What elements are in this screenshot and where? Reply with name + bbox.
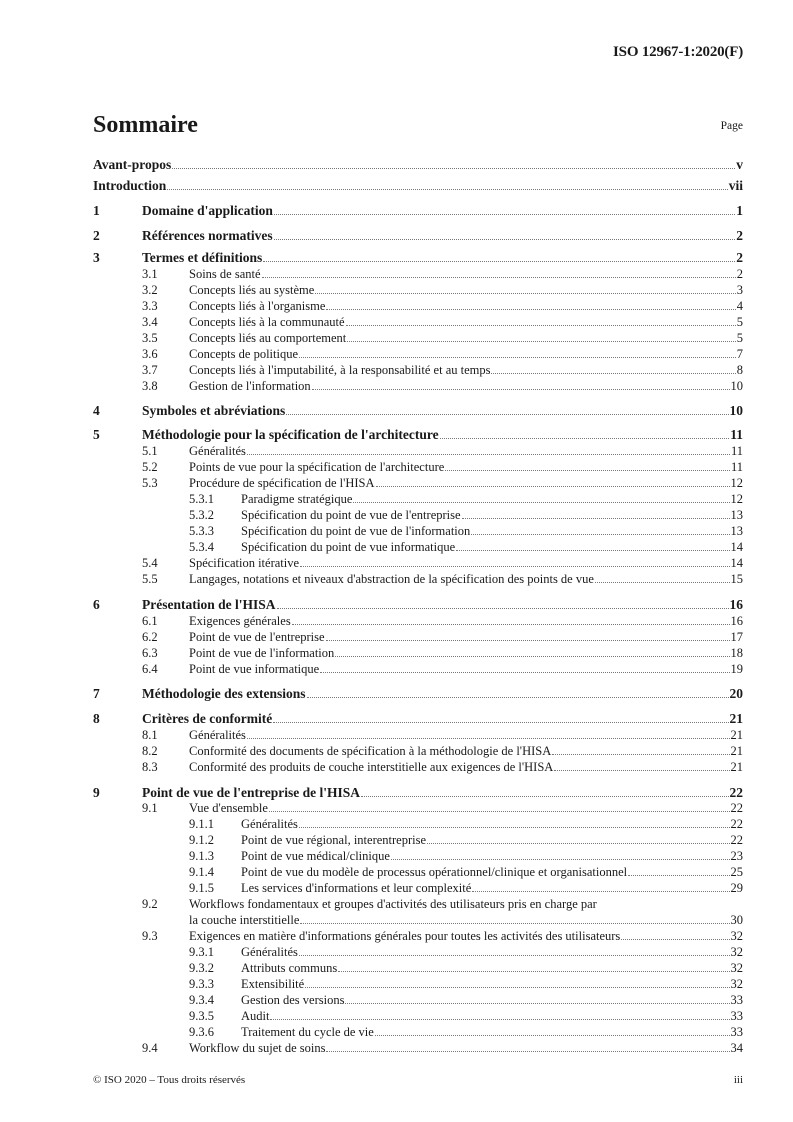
toc-entry-title[interactable]: Introduction (93, 178, 167, 193)
toc-entry[interactable] (93, 476, 743, 491)
toc-entry-number: 6.4 (142, 662, 158, 676)
toc-entry-number: 5.2 (142, 460, 158, 474)
toc-entry-page[interactable]: v (736, 157, 743, 172)
toc-entry[interactable] (93, 379, 743, 394)
toc-entry-title[interactable]: Références normatives (142, 228, 273, 243)
toc-entry-page[interactable]: 22 (730, 833, 743, 847)
page-title: Sommaire (93, 112, 198, 138)
toc-entry-number: 4 (93, 403, 100, 418)
toc-leader-dots (315, 293, 735, 294)
toc-entry-title[interactable]: Spécification itérative (189, 556, 300, 570)
toc-entry-title[interactable]: Généralités (189, 728, 246, 742)
toc-entry-title[interactable]: Langages, notations et niveaux d'abstraction de la spécification des points de vue (189, 572, 594, 586)
toc-entry-page[interactable]: 33 (730, 1025, 743, 1039)
toc-entry-page[interactable]: 12 (730, 492, 743, 506)
toc-entry-title[interactable]: Spécification du point de vue de l'information (241, 524, 471, 538)
toc-entry-number: 5.3.3 (189, 524, 214, 538)
toc-entry-number: 9.1.3 (189, 849, 214, 863)
toc-entry-title[interactable]: Méthodologie des extensions (142, 686, 306, 701)
toc-entry-number: 9 (93, 785, 100, 800)
toc-entry-title[interactable]: Paradigme stratégique (241, 492, 353, 506)
toc-leader-dots (167, 189, 727, 190)
toc-entry-page[interactable]: 32 (730, 977, 743, 991)
toc-leader-dots (346, 325, 736, 326)
toc-entry-page[interactable]: 22 (729, 785, 743, 800)
toc-leader-dots (274, 214, 735, 215)
toc-entry-number: 6.3 (142, 646, 158, 660)
toc-leader-dots (247, 454, 730, 455)
toc-entry-number: 9.1.2 (189, 833, 214, 847)
toc-leader-dots (326, 640, 730, 641)
toc-entry-page[interactable]: 21 (730, 728, 743, 742)
toc-entry-number: 2 (93, 228, 100, 243)
toc-entry-number: 6 (93, 597, 100, 612)
toc-entry-page[interactable]: 10 (729, 403, 743, 418)
toc-entry-title[interactable]: Généralités (241, 817, 298, 831)
toc-leader-dots (427, 843, 729, 844)
page-column-label: Page (720, 120, 743, 132)
toc-entry-number: 3.4 (142, 315, 158, 329)
toc-entry-title[interactable]: Gestion de l'information (189, 379, 311, 393)
toc-entry[interactable] (93, 760, 743, 775)
footer-copyright: © ISO 2020 – Tous droits réservés (93, 1074, 246, 1086)
toc-leader-dots (270, 1019, 729, 1020)
toc-entry-page[interactable]: 16 (730, 614, 743, 628)
toc-leader-dots (471, 534, 729, 535)
toc-entry-page[interactable]: 5 (736, 331, 743, 345)
toc-entry[interactable] (93, 315, 743, 330)
toc-entry[interactable] (93, 524, 743, 539)
toc-entry[interactable] (93, 881, 743, 896)
toc-entry[interactable] (93, 203, 743, 219)
toc-entry-title[interactable]: Exigences générales (189, 614, 291, 628)
toc-leader-dots (361, 796, 729, 797)
toc-entry-page[interactable]: 21 (730, 744, 743, 758)
toc-entry-page[interactable]: 34 (730, 1041, 743, 1055)
toc-entry[interactable] (93, 572, 743, 587)
toc-entry[interactable] (93, 1009, 743, 1024)
toc-entry-title[interactable]: Domaine d'application (142, 203, 273, 218)
toc-leader-dots (300, 923, 729, 924)
toc-entry-title[interactable]: Procédure de spécification de l'HISA (189, 476, 375, 490)
toc-leader-dots (445, 470, 730, 471)
toc-entry[interactable] (93, 630, 743, 645)
toc-entry[interactable] (93, 961, 743, 976)
toc-leader-dots (263, 261, 735, 262)
toc-entry[interactable] (93, 833, 743, 848)
toc-entry-number: 9.3.1 (189, 945, 214, 959)
toc-entry-number: 8.1 (142, 728, 158, 742)
toc-entry-page[interactable]: 10 (730, 379, 743, 393)
toc-entry-page[interactable]: 32 (730, 961, 743, 975)
toc-entry-page[interactable]: 2 (736, 228, 743, 243)
toc-entry-page[interactable]: 17 (730, 630, 743, 644)
toc-entry-title[interactable]: Concepts liés à la communauté (189, 315, 345, 329)
toc-entry[interactable] (93, 817, 743, 832)
toc-entry[interactable] (93, 929, 743, 944)
toc-leader-dots (292, 624, 730, 625)
toc-leader-dots (440, 438, 730, 439)
toc-entry-title[interactable]: Point de vue de l'entreprise de l'HISA (142, 785, 360, 800)
toc-entry-page[interactable]: 23 (730, 849, 743, 863)
toc-entry[interactable] (93, 492, 743, 507)
toc-entry-number: 9.3 (142, 929, 158, 943)
toc-entry[interactable] (93, 157, 743, 173)
toc-leader-dots (274, 239, 736, 240)
toc-entry[interactable] (93, 849, 743, 864)
toc-leader-dots (300, 566, 729, 567)
toc-entry-title[interactable]: Point de vue de l'entreprise (189, 630, 325, 644)
toc-entry-number: 3.1 (142, 267, 158, 281)
toc-entry-title[interactable]: Concepts liés à l'organisme (189, 299, 326, 313)
toc-entry-page[interactable]: 11 (730, 444, 743, 458)
toc-entry-number: 9.1.5 (189, 881, 214, 895)
toc-leader-dots (305, 987, 729, 988)
toc-entry-title[interactable]: Termes et définitions (142, 250, 263, 265)
toc-entry[interactable] (93, 178, 743, 194)
toc-entry-number: 9.3.4 (189, 993, 214, 1007)
toc-leader-dots (320, 672, 729, 673)
toc-entry-title[interactable]: Workflow du sujet de soins (189, 1041, 326, 1055)
toc-entry-title[interactable]: Concepts liés au comportement (189, 331, 347, 345)
document-id: ISO 12967-1:2020(F) (613, 44, 743, 60)
toc-entry[interactable] (93, 444, 743, 459)
toc-entry-title[interactable]: Conformité des documents de spécification à la méthodologie de l'HISA (189, 744, 552, 758)
toc-entry-number: 3.5 (142, 331, 158, 345)
toc-leader-dots (335, 656, 729, 657)
toc-entry-number: 6.2 (142, 630, 158, 644)
toc-entry-title[interactable]: Audit (241, 1009, 270, 1023)
toc-entry[interactable] (93, 646, 743, 661)
toc-entry-title[interactable]: Extensibilité (241, 977, 305, 991)
toc-entry[interactable] (93, 865, 743, 880)
toc-entry[interactable] (93, 1025, 743, 1040)
toc-entry-number: 9.1.4 (189, 865, 214, 879)
toc-entry-page[interactable]: 21 (729, 711, 743, 726)
toc-entry[interactable] (93, 363, 743, 378)
toc-entry[interactable] (93, 945, 743, 960)
toc-entry-number: 5.1 (142, 444, 158, 458)
toc-entry-title[interactable]: Présentation de l'HISA (142, 597, 276, 612)
toc-leader-dots (472, 891, 729, 892)
toc-entry-page[interactable]: 11 (730, 427, 743, 442)
toc-entry[interactable] (93, 728, 743, 743)
toc-entry[interactable] (93, 801, 743, 816)
toc-entry-title[interactable]: Spécification du point de vue de l'entreprise (241, 508, 461, 522)
toc-entry-title[interactable]: Méthodologie pour la spécification de l'architecture (142, 427, 439, 442)
toc-entry-number: 9.2 (142, 897, 158, 911)
toc-entry-page[interactable]: 3 (736, 283, 743, 297)
toc-leader-dots (353, 502, 729, 503)
toc-entry-number: 8.3 (142, 760, 158, 774)
toc-entry-page[interactable]: 2 (736, 267, 743, 281)
toc-entry-number: 3 (93, 250, 100, 265)
toc-entry-number: 5.5 (142, 572, 158, 586)
toc-leader-dots (456, 550, 729, 551)
toc-entry-page[interactable]: vii (728, 178, 743, 193)
toc-entry-page[interactable]: 16 (729, 597, 743, 612)
toc-entry-page[interactable]: 12 (730, 476, 743, 490)
toc-entry[interactable] (93, 897, 743, 912)
toc-leader-dots (326, 1051, 729, 1052)
toc-entry-number: 5 (93, 427, 100, 442)
toc-entry-number: 3.6 (142, 347, 158, 361)
toc-leader-dots (621, 939, 729, 940)
toc-entry-page[interactable]: 1 (736, 203, 743, 218)
toc-entry-title[interactable]: Concepts de politique (189, 347, 299, 361)
toc-entry-page[interactable]: 30 (730, 913, 743, 927)
toc-entry-title[interactable]: Point de vue informatique (189, 662, 320, 676)
toc-entry-page[interactable]: 32 (730, 929, 743, 943)
toc-leader-dots (347, 341, 735, 342)
toc-entry[interactable] (93, 427, 743, 443)
toc-entry-title[interactable]: Point de vue du modèle de processus opérationnel/clinique et organisationnel (241, 865, 628, 879)
toc-entry-number: 5.4 (142, 556, 158, 570)
toc-entry-number: 7 (93, 686, 100, 701)
toc-leader-dots (312, 389, 730, 390)
toc-entry-title[interactable]: la couche interstitielle (189, 913, 300, 927)
toc-entry-title[interactable]: Exigences en matière d'informations générales pour toutes les activités des utilisateurs (189, 929, 621, 943)
toc-entry[interactable] (93, 331, 743, 346)
toc-entry[interactable] (93, 250, 743, 266)
toc-entry[interactable] (93, 597, 743, 613)
toc-entry-number: 3.2 (142, 283, 158, 297)
toc-entry-number: 9.1 (142, 801, 158, 815)
toc-entry-title[interactable]: Concepts liés à l'imputabilité, à la responsabilité et au temps (189, 363, 491, 377)
toc-entry[interactable] (93, 228, 743, 244)
toc-entry-title[interactable]: Généralités (241, 945, 298, 959)
toc-entry-page[interactable]: 11 (730, 460, 743, 474)
toc-entry-page[interactable]: 20 (729, 686, 743, 701)
toc-entry-page[interactable]: 21 (730, 760, 743, 774)
toc-entry-page[interactable]: 5 (736, 315, 743, 329)
toc-entry-page[interactable]: 32 (730, 945, 743, 959)
toc-entry[interactable] (93, 1041, 743, 1056)
toc-entry[interactable] (93, 614, 743, 629)
toc-entry-number: 9.3.3 (189, 977, 214, 991)
toc-leader-dots (345, 1003, 729, 1004)
toc-leader-dots (307, 697, 729, 698)
toc-entry[interactable] (93, 347, 743, 362)
toc-entry-title[interactable]: Soins de santé (189, 267, 261, 281)
toc-entry-number: 5.3 (142, 476, 158, 490)
toc-entry[interactable] (93, 662, 743, 677)
toc-entry[interactable] (93, 556, 743, 571)
toc-entry-page[interactable]: 14 (730, 540, 743, 554)
toc-entry[interactable] (93, 785, 743, 801)
toc-entry[interactable] (93, 299, 743, 314)
toc-leader-dots (269, 811, 730, 812)
toc-leader-dots (172, 168, 735, 169)
toc-leader-dots (277, 608, 729, 609)
toc-entry[interactable] (93, 283, 743, 298)
toc-entry-title[interactable]: Généralités (189, 444, 246, 458)
toc-entry-number: 9.4 (142, 1041, 158, 1055)
toc-entry-page[interactable]: 2 (736, 250, 743, 265)
toc-entry[interactable] (93, 993, 743, 1008)
toc-leader-dots (247, 738, 730, 739)
toc-entry-page[interactable]: 14 (730, 556, 743, 570)
toc-entry-title[interactable]: Concepts liés au système (189, 283, 315, 297)
toc-entry[interactable] (93, 460, 743, 475)
toc-entry-page[interactable]: 18 (730, 646, 743, 660)
toc-entry-number: 9.3.5 (189, 1009, 214, 1023)
toc-leader-dots (375, 1035, 730, 1036)
toc-entry-page[interactable]: 15 (730, 572, 743, 586)
toc-leader-dots (552, 754, 729, 755)
toc-entry-title[interactable]: Gestion des versions (241, 993, 345, 1007)
toc-entry[interactable] (93, 686, 743, 702)
toc-entry-page[interactable]: 13 (730, 524, 743, 538)
toc-entry-title[interactable]: Spécification du point de vue informatique (241, 540, 456, 554)
toc-entry-number: 9.3.2 (189, 961, 214, 975)
toc-entry-number: 8 (93, 711, 100, 726)
toc-entry-number: 3.7 (142, 363, 158, 377)
toc-leader-dots (299, 827, 730, 828)
toc-entry-title[interactable]: Traitement du cycle de vie (241, 1025, 374, 1039)
toc-leader-dots (299, 955, 730, 956)
toc-entry-title[interactable]: Symboles et abréviations (142, 403, 286, 418)
toc-entry-title[interactable]: Critères de conformité (142, 711, 273, 726)
toc-entry-page[interactable]: 22 (730, 817, 743, 831)
toc-leader-dots (338, 971, 729, 972)
toc-leader-dots (299, 357, 736, 358)
toc-entry-page[interactable]: 19 (730, 662, 743, 676)
toc-leader-dots (491, 373, 735, 374)
toc-entry-number: 8.2 (142, 744, 158, 758)
toc-leader-dots (326, 309, 735, 310)
toc-entry-title[interactable]: Avant-propos (93, 157, 172, 172)
toc-entry-title[interactable]: Les services d'informations et leur complexité (241, 881, 472, 895)
toc-entry[interactable] (93, 744, 743, 759)
toc-entry-title[interactable]: Attributs communs (241, 961, 338, 975)
toc-entry-number: 5.3.4 (189, 540, 214, 554)
toc-leader-dots (554, 770, 729, 771)
toc-entry-page[interactable]: 33 (730, 993, 743, 1007)
toc-entry-page[interactable]: 8 (736, 363, 743, 377)
toc-entry-page[interactable]: 13 (730, 508, 743, 522)
toc-leader-dots (286, 414, 728, 415)
toc-entry-page[interactable]: 25 (730, 865, 743, 879)
toc-entry[interactable] (93, 267, 743, 282)
toc-entry-title[interactable]: Point de vue de l'information (189, 646, 335, 660)
toc-entry-title[interactable]: Point de vue médical/clinique (241, 849, 390, 863)
toc-entry-number: 5.3.1 (189, 492, 214, 506)
toc-leader-dots (462, 518, 730, 519)
toc-entry-title[interactable]: Workflows fondamentaux et groupes d'activités des utilisateurs pris en charge par (189, 897, 597, 911)
footer-page-number: iii (733, 1074, 743, 1086)
toc-leader-dots (376, 486, 730, 487)
toc-entry[interactable] (93, 977, 743, 992)
toc-entry-page[interactable]: 7 (736, 347, 743, 361)
toc-leader-dots (628, 875, 729, 876)
toc-entry-title[interactable]: Points de vue pour la spécification de l'architecture (189, 460, 445, 474)
toc-leader-dots (273, 722, 728, 723)
toc-entry[interactable] (93, 403, 743, 419)
toc-entry[interactable] (93, 508, 743, 523)
toc-entry-number: 3.8 (142, 379, 158, 393)
toc-leader-dots (391, 859, 730, 860)
toc-entry-title[interactable]: Conformité des produits de couche interstitielle aux exigences de l'HISA (189, 760, 554, 774)
toc-entry-page[interactable]: 33 (730, 1009, 743, 1023)
toc-entry-number: 9.3.6 (189, 1025, 214, 1039)
toc-entry-number: 6.1 (142, 614, 158, 628)
toc-leader-dots (595, 582, 730, 583)
toc-entry-title[interactable]: Vue d'ensemble (189, 801, 268, 815)
toc-entry-page[interactable]: 29 (730, 881, 743, 895)
toc-entry[interactable] (93, 913, 743, 928)
toc-entry-page[interactable]: 22 (730, 801, 743, 815)
toc-entry-number: 1 (93, 203, 100, 218)
toc-entry[interactable] (93, 540, 743, 555)
toc-entry-page[interactable]: 4 (736, 299, 743, 313)
toc-entry-number: 5.3.2 (189, 508, 214, 522)
toc-leader-dots (262, 277, 736, 278)
toc-entry-title[interactable]: Point de vue régional, interentreprise (241, 833, 427, 847)
toc-entry-number: 9.1.1 (189, 817, 214, 831)
toc-entry-number: 3.3 (142, 299, 158, 313)
toc-entry[interactable] (93, 711, 743, 727)
